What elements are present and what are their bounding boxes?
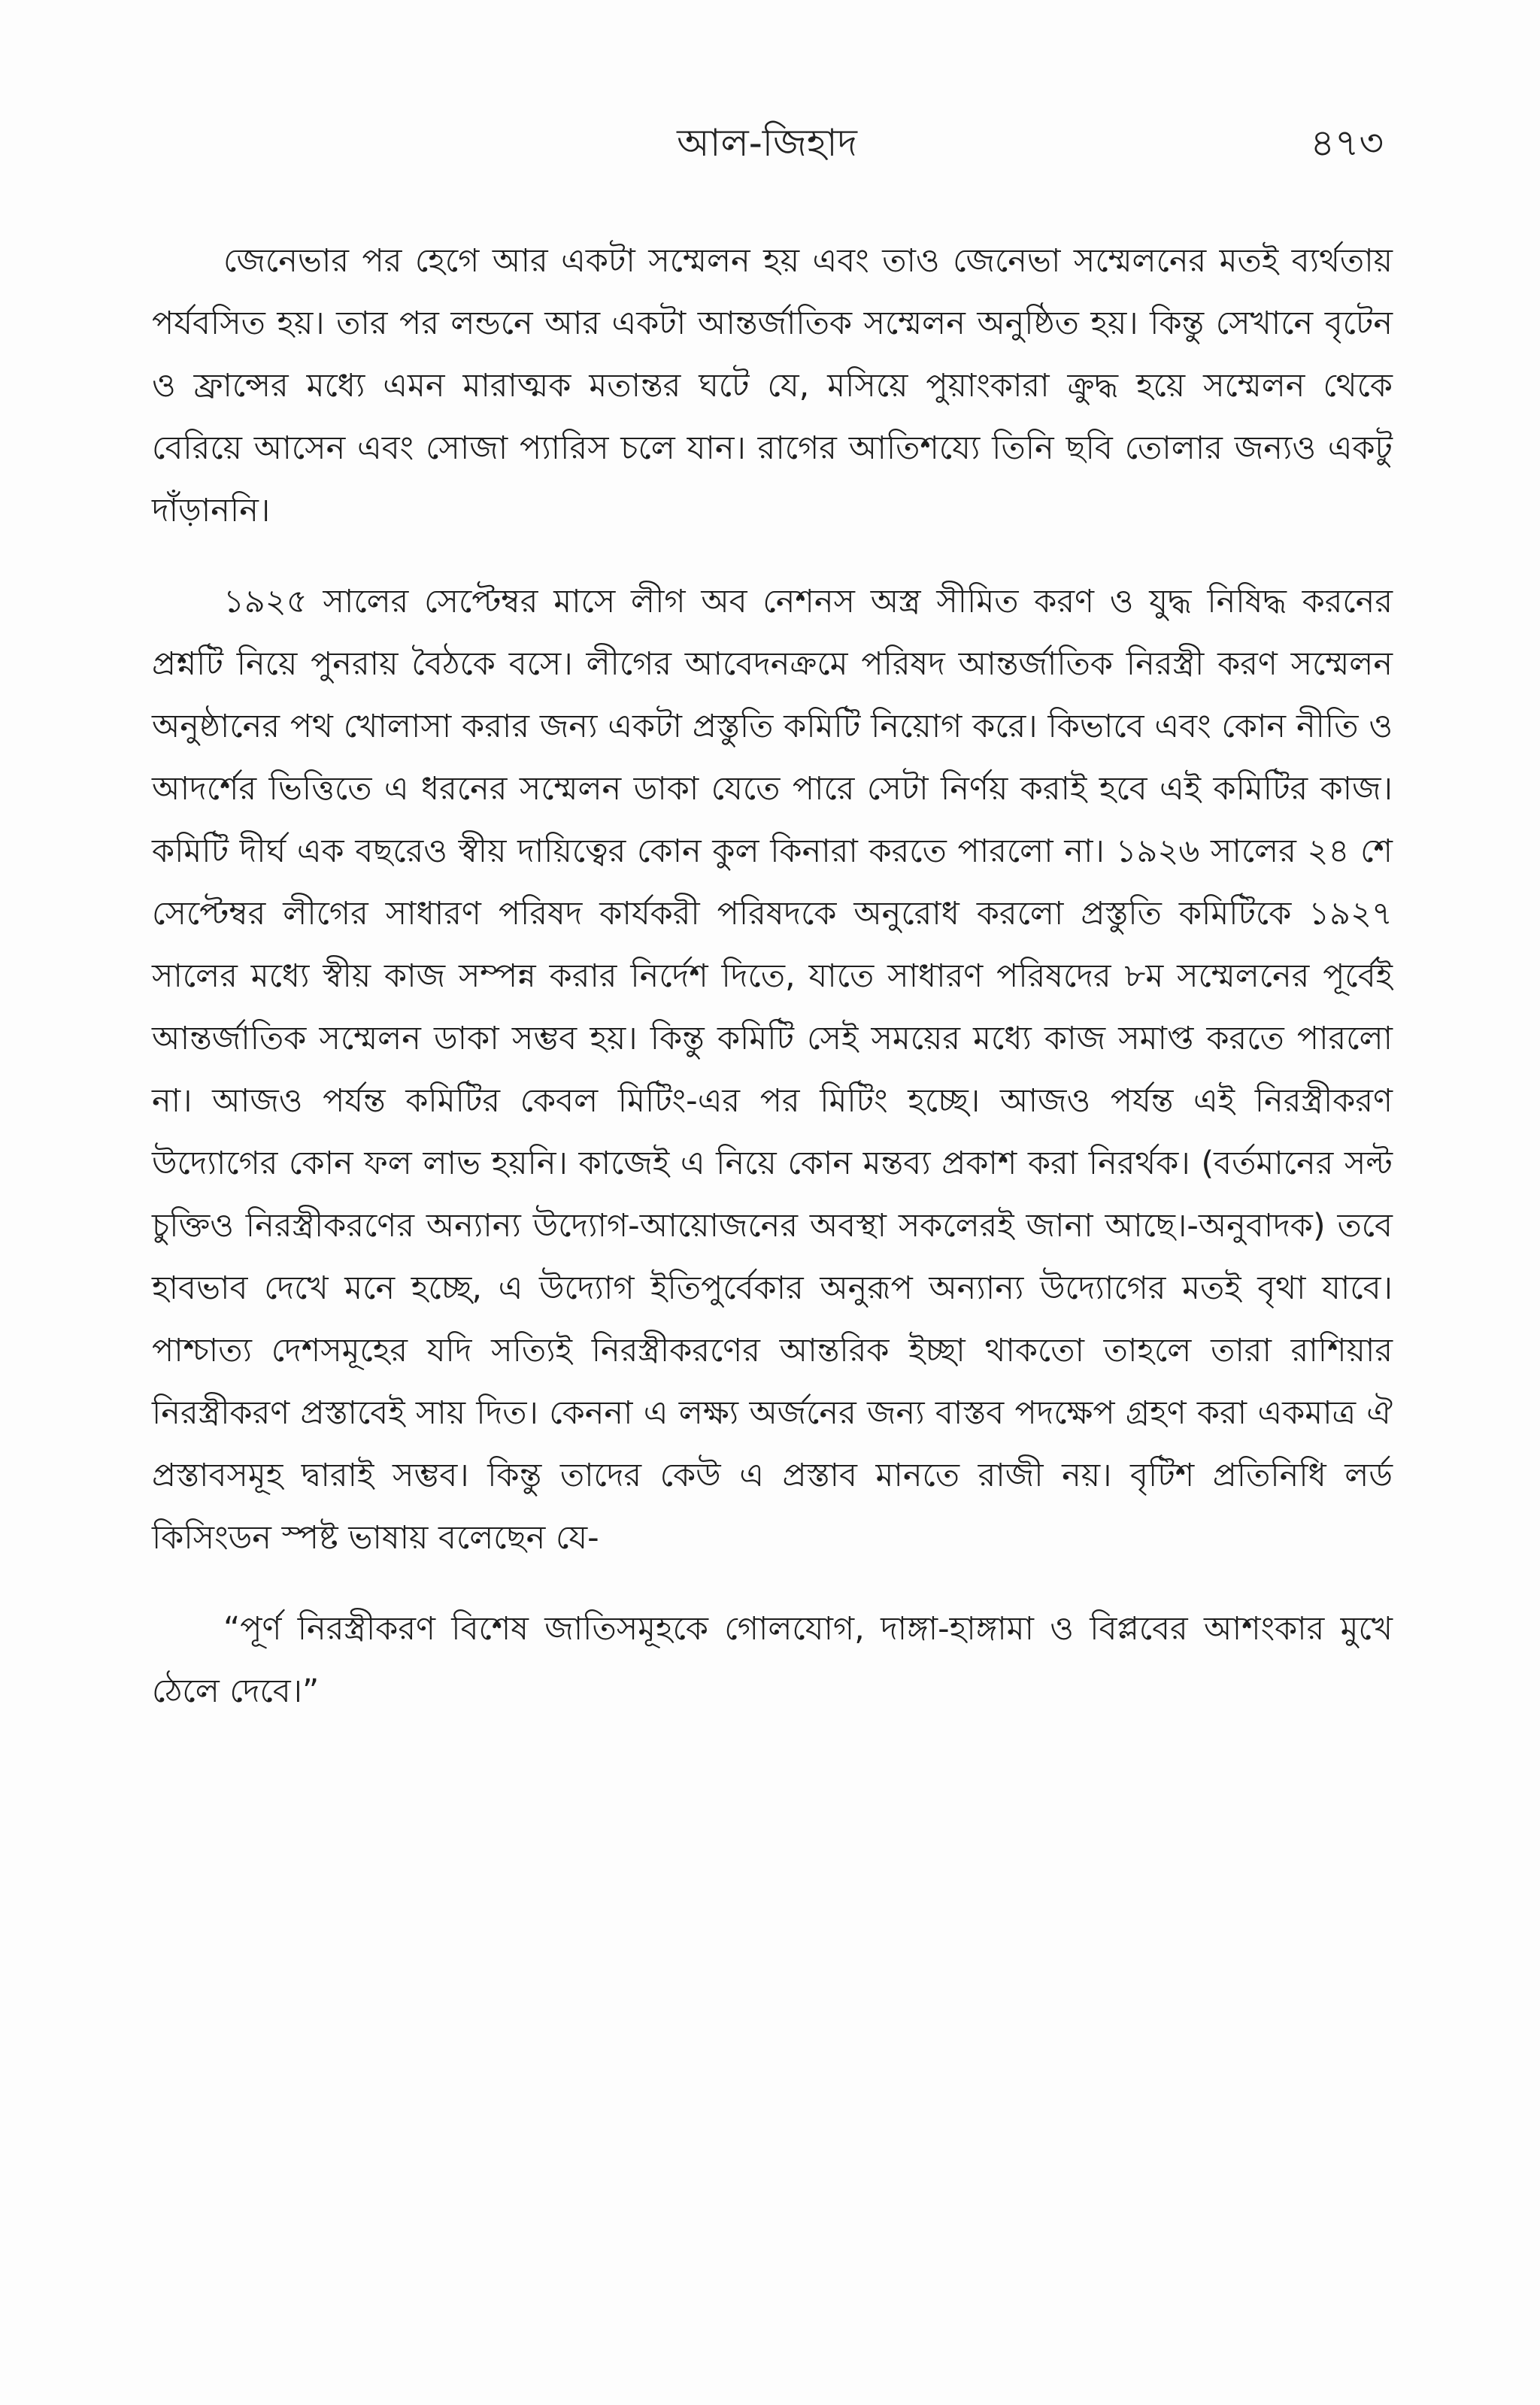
running-header <box>0 113 1540 173</box>
page-number: ৪৭৩ <box>1310 121 1384 165</box>
paragraph-1: জেনেভার পর হেগে আর একটা সম্মেলন হয় এবং তাও জেনেভা সম্মেলনের মতই ব্যর্থতায় পর্যবসিত হয়। তার পর লন্ডনে আর একটা আন্তর্জাতিক সম্মেলন অনুষ্ঠিত হয়। কিন্তু সেখানে বৃটেন ও ফ্রান্সের মধ্যে এমন মারাত্মক মতান্তর ঘটে যে, মসিয়ে পুয়াংকারা ক্রুদ্ধ হয়ে সম্মেলন থেকে বেরিয়ে আসেন এবং সোজা প্যারিস চলে যান। রাগের আতিশয্যে তিনি ছবি তোলার জন্যও একটু দাঁড়াননি। <box>152 242 1393 529</box>
running-title: আল-জিহাদ <box>677 121 857 165</box>
body-text <box>152 230 1393 1723</box>
paragraph-2: ১৯২৫ সালের সেপ্টেম্বর মাসে লীগ অব নেশনস অস্ত্র সীমিত করণ ও যুদ্ধ নিষিদ্ধ করনের প্রশ্নটি নিয়ে পুনরায় বৈঠকে বসে। লীগের আবেদনক্রমে পরিষদ আন্তর্জাতিক নিরস্ত্রী করণ সম্মেলন অনুষ্ঠানের পথ খোলাসা করার জন্য একটা প্রস্তুতি কমিটি নিয়োগ করে। কিভাবে এবং কোন নীতি ও আদর্শের ভিত্তিতে এ ধরনের সম্মেলন ডাকা যেতে পারে সেটা নির্ণয় করাই হবে এই কমিটির কাজ। কমিটি দীর্ঘ এক বছরেও স্বীয় দায়িত্বের কোন কুল কিনারা করতে পারলো না। ১৯২৬ সালের ২৪ শে সেপ্টেম্বর লীগের সাধারণ পরিষদ কার্যকরী পরিষদকে অনুরোধ করলো প্রস্তুতি কমিটিকে ১৯২৭ সালের মধ্যে স্বীয় কাজ সম্পন্ন করার নির্দেশ দিতে, যাতে সাধারণ পরিষদের ৮ম সম্মেলনের পূর্বেই আন্তর্জাতিক সম্মেলন ডাকা সম্ভব হয়। কিন্তু কমিটি সেই সময়ের মধ্যে কাজ সমাপ্ত করতে পারলো না। আজও পর্যন্ত কমিটির কেবল মিটিং-এর পর মিটিং হচ্ছে। আজও পর্যন্ত এই নিরস্ত্রীকরণ উদ্যোগের কোন ফল লাভ হয়নি। কাজেই এ নিয়ে কোন মন্তব্য প্রকাশ করা নিরর্থক। (বর্তমানের সল্ট চুক্তিও নিরস্ত্রীকরণের অন্যান্য উদ্যোগ-আয়োজনের অবস্থা সকলেরই জানা আছে।-অনুবাদক) তবে হাবভাব দেখে মনে হচ্ছে, এ উদ্যোগ ইতিপুর্বেকার অনুরূপ অন্যান্য উদ্যোগের মতই বৃথা যাবে। পাশ্চাত্য দেশসমূহের যদি সত্যিই নিরস্ত্রীকরণের আন্তরিক ইচ্ছা থাকতো তাহলে তারা রাশিয়ার নিরস্ত্রীকরণ প্রস্তাবেই সায় দিত। কেননা এ লক্ষ্য অর্জনের জন্য বাস্তব পদক্ষেপ গ্রহণ করা একমাত্র ঐ প্রস্তাবসমূহ দ্বারাই সম্ভব। কিন্তু তাদের কেউ এ প্রস্তাব মানতে রাজী নয়। বৃটিশ প্রতিনিধি লর্ড কিসিংডন স্পষ্ট ভাষায় বলেছেন যে- <box>152 583 1393 1557</box>
quotation-paragraph: “পূর্ণ নিরস্ত্রীকরণ বিশেষ জাতিসমূহকে গোলযোগ, দাঙ্গা-হাঙ্গামা ও বিপ্লবের আশংকার মুখে ঠেলে দেবে।” <box>152 1610 1393 1710</box>
